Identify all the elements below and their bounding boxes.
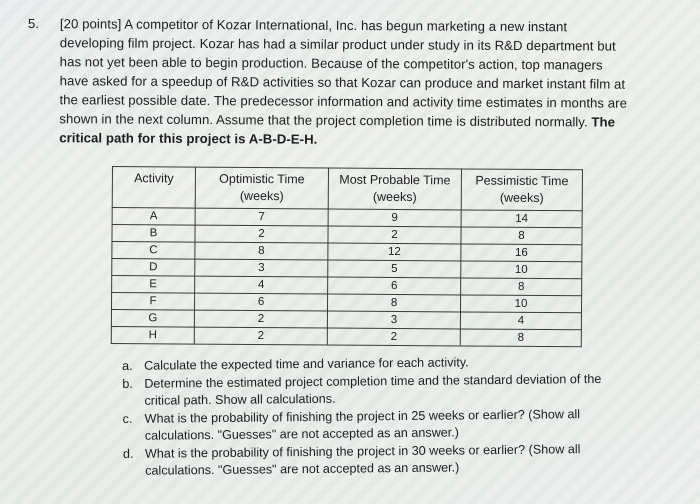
- cell-most-probable: 12: [328, 243, 461, 261]
- cell-pessimistic: 16: [461, 244, 582, 262]
- cell-optimistic: 6: [194, 293, 327, 311]
- cell-pessimistic: 14: [461, 210, 582, 228]
- question-5: [27, 14, 628, 151]
- cell-pessimistic: 10: [461, 261, 582, 279]
- question-parts-list: [118, 353, 619, 481]
- table-header-row: [112, 167, 582, 211]
- list-item: [118, 370, 618, 410]
- question-number: 5.: [27, 15, 40, 32]
- cell-optimistic: 2: [194, 310, 327, 328]
- cell-activity: D: [112, 259, 195, 277]
- cell-optimistic: 2: [195, 225, 328, 243]
- cell-most-probable: 9: [328, 209, 461, 227]
- header-pessimistic: Pessimistic Time (weeks): [461, 169, 582, 211]
- cell-activity: A: [112, 208, 195, 226]
- cell-optimistic: 2: [194, 327, 327, 345]
- question-body: [59, 14, 628, 150]
- activity-time-table: [111, 166, 583, 347]
- part-label: b.: [122, 376, 133, 391]
- cell-pessimistic: 10: [460, 295, 581, 313]
- header-most-probable: Most Probable Time (weeks): [328, 168, 461, 210]
- table-row: [111, 326, 581, 346]
- part-text: Calculate the expected time and variance for each activity.: [144, 355, 469, 373]
- cell-most-probable: 3: [327, 311, 460, 329]
- cell-activity: E: [112, 276, 195, 294]
- part-text: Determine the estimated project completion time and the standard deviation of the critical path. Show all calculations.: [144, 371, 602, 408]
- cell-most-probable: 8: [327, 294, 460, 312]
- cell-pessimistic: 8: [460, 329, 581, 347]
- cell-activity: C: [112, 242, 195, 260]
- part-label: a.: [122, 358, 133, 373]
- question-text: [20 points] A competitor of Kozar International, Inc. has begun marketing a new instant developing film project. Kozar has had a similar product under study in its R&D department but has not yet been able to begin production. Because of the competitor's action, top managers have asked for a speedup of R&D activities so that Kozar can produce and market instant film at the earliest possible date. The predecessor information and activity time estimates in months are shown in the next column. Assume that the project completion time is distributed normally.: [59, 16, 628, 130]
- cell-activity: G: [111, 310, 194, 328]
- part-text: What is the probability of finishing the project in 25 weeks or earlier? (Show all calculations. "Guesses" are not accepted as an answer.): [144, 406, 581, 443]
- cell-activity: B: [112, 225, 195, 243]
- header-activity: Activity: [112, 167, 195, 209]
- cell-activity: F: [111, 293, 194, 311]
- list-item: [119, 440, 619, 480]
- cell-activity: H: [111, 326, 194, 344]
- header-optimistic: Optimistic Time (weeks): [195, 167, 328, 209]
- part-label: c.: [122, 411, 133, 426]
- cell-most-probable: 2: [328, 226, 461, 244]
- cell-optimistic: 4: [195, 276, 328, 294]
- cell-pessimistic: 8: [461, 227, 582, 245]
- cell-optimistic: 7: [195, 208, 328, 226]
- part-text: What is the probability of finishing the project in 30 weeks or earlier? (Show all calculations. "Guesses" are not accepted as an answer.): [144, 441, 581, 478]
- cell-most-probable: 5: [328, 260, 461, 278]
- part-label: d.: [122, 446, 134, 461]
- critical-path-statement: The critical path for this project is A-B-D-E-H.: [59, 114, 616, 147]
- cell-optimistic: 3: [195, 259, 328, 277]
- cell-most-probable: 2: [327, 328, 460, 346]
- cell-optimistic: 8: [195, 242, 328, 260]
- cell-most-probable: 6: [328, 277, 461, 295]
- cell-pessimistic: 4: [460, 312, 581, 330]
- cell-pessimistic: 8: [461, 278, 582, 296]
- list-item: [119, 405, 619, 445]
